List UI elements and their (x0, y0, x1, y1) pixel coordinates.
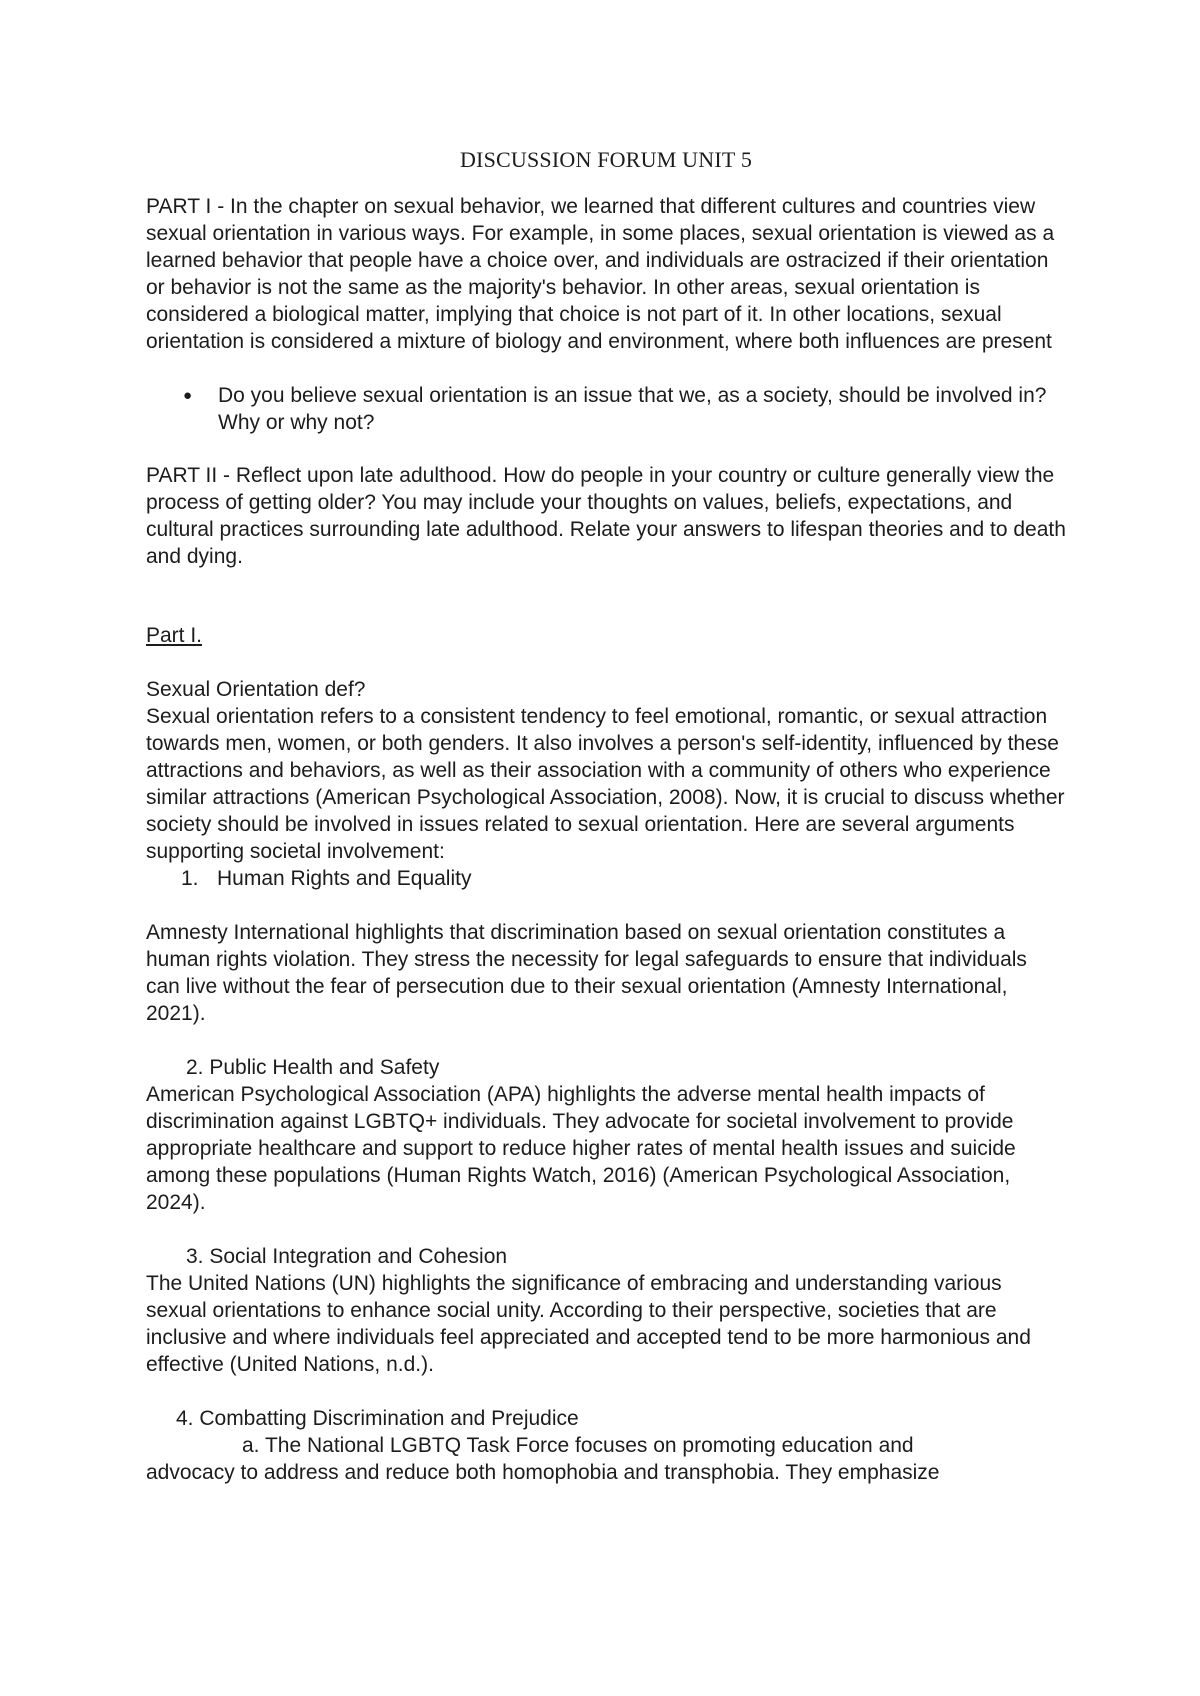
spacer (146, 1216, 1066, 1243)
point1-heading: Human Rights and Equality (217, 867, 472, 890)
definition-heading: Sexual Orientation def? (146, 678, 366, 701)
bullet-question: Do you believe sexual orientation is an issue that we, as a society, should be involved in? Why or why not? (218, 384, 1047, 434)
question-list (146, 382, 1066, 436)
spacer (146, 1027, 1066, 1054)
document-title: DISCUSSION FORUM UNIT 5 (459, 147, 753, 172)
definition-text: Sexual orientation refers to a consistent tendency to feel emotional, romantic, or sexual attraction towards men, women, or both genders. It also involves a person's self-identity, influenced by these attractions and behaviors, as well as their association with a community of others who experience similar attractions (American Psychological Association, 2008). Now, it is crucial to discuss whether society should be involved in issues related to sexual orientation. Here are several arguments supporting societal involvement: (146, 705, 1065, 863)
section-heading: Part I. (146, 624, 203, 647)
point4a-line1: a. The National LGBTQ Task Force focuses on promoting education and (242, 1434, 914, 1457)
point4a-line2: advocacy to address and reduce both homophobia and transphobia. They emphasize (146, 1461, 940, 1484)
point3-text: The United Nations (UN) highlights the significance of embracing and understanding various sexual orientations to enhance social unity. According to their perspective, societies that are inclusive and where individuals feel appreciated and accepted tend to be more harmonious and effective (United Nations, n.d.). (146, 1272, 1031, 1376)
point1-heading-row (146, 865, 1066, 892)
spacer (146, 892, 1066, 919)
point3-heading: 3. Social Integration and Cohesion (186, 1245, 508, 1268)
point1-text: Amnesty International highlights that discrimination based on sexual orientation constitutes a human rights violation. They stress the necessity for legal safeguards to ensure that individuals can live without the fear of persecution due to their sexual orientation (Amnesty International, 2021). (146, 921, 1027, 1025)
part2-prompt: PART II - Reflect upon late adulthood. How do people in your country or culture generally view the process of getting older? You may include your thoughts on values, beliefs, expectations, and cultural practices surrounding late adulthood. Relate your answers to lifespan theories and to death and dying. (146, 464, 1066, 568)
spacer (146, 1378, 1066, 1405)
point1-number: 1. (181, 867, 199, 890)
bullet-icon: ● (183, 387, 193, 404)
list-item (183, 382, 1066, 436)
point2-heading: 2. Public Health and Safety (186, 1056, 440, 1079)
part1-prompt: PART I - In the chapter on sexual behavior, we learned that different cultures and countries view sexual orientation in various ways. For example, in some places, sexual orientation is viewed as a learned behavior that people have a choice over, and individuals are ostracized if their orientation or behavior is not the same as the majority's behavior. In other areas, sexual orientation is considered a biological matter, implying that choice is not part of it. In other locations, sexual orientation is considered a mixture of biology and environment, where both influences are present (146, 195, 1055, 353)
point2-text: American Psychological Association (APA) highlights the adverse mental health impacts of discrimination against LGBTQ+ individuals. They advocate for societal involvement to provide appropriate healthcare and support to reduce higher rates of mental health issues and suicide among these populations (Human Rights Watch, 2016) (American Psychological Association, 2024). (146, 1083, 1016, 1214)
point4-heading: 4. Combatting Discrimination and Prejudice (176, 1407, 579, 1430)
document-body (146, 146, 1066, 1486)
